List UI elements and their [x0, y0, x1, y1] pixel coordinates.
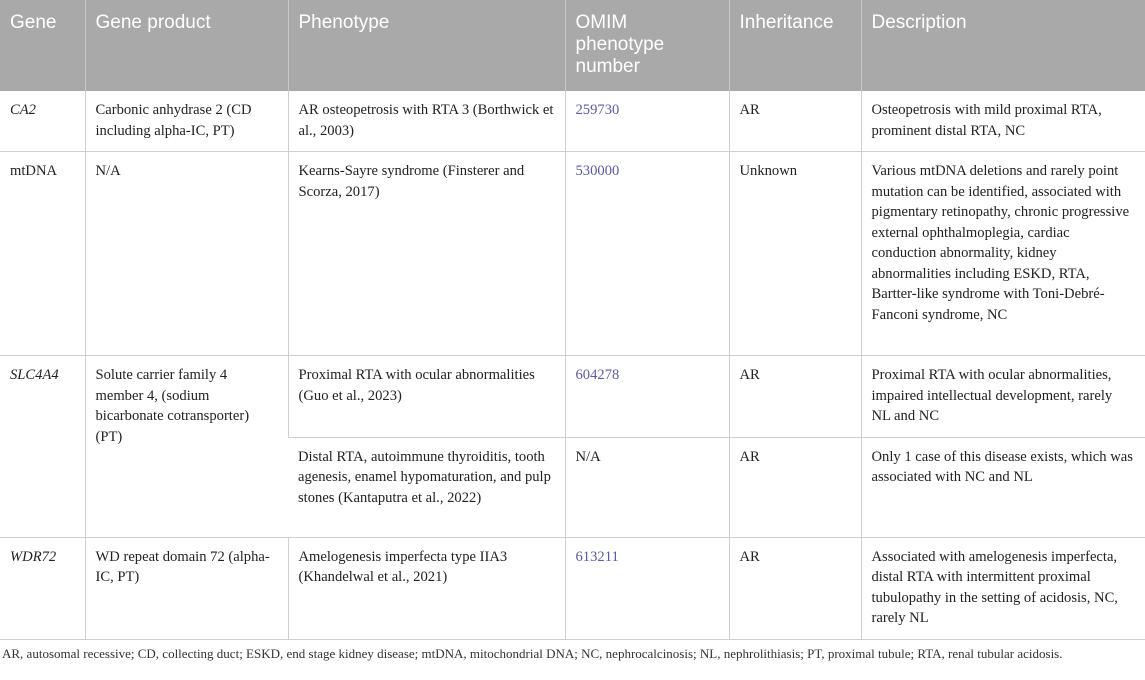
phenotype-cell: Proximal RTA with ocular abnormalities (Guo et al., 2023) [288, 356, 565, 438]
description-cell: Osteopetrosis with mild proximal RTA, prominent distal RTA, NC [861, 91, 1145, 152]
omim-cell [565, 91, 729, 152]
phenotype-cell: Amelogenesis imperfecta type IIA3 (Khandelwal et al., 2021) [288, 537, 565, 639]
omim-link[interactable]: 604278 [575, 367, 620, 383]
omim-link[interactable]: 530000 [575, 163, 620, 179]
gene-cell: CA2 [0, 91, 85, 152]
description-cell: Associated with amelogenesis imperfecta, distal RTA with intermittent proximal tubulopathy in the setting of acidosis, NC, rarely NL [861, 537, 1145, 639]
gene-product-cell: N/A [85, 152, 288, 356]
omim-cell: N/A [565, 437, 729, 537]
gene-product-cell: Carbonic anhydrase 2 (CD including alpha-IC, PT) [85, 91, 288, 152]
omim-link[interactable]: 613211 [575, 548, 619, 565]
omim-cell [565, 152, 729, 356]
inheritance-cell: AR [729, 356, 861, 438]
header-description: Description [861, 0, 1145, 91]
phenotype-cell: Kearns-Sayre syndrome (Finsterer and Scorza, 2017) [288, 152, 565, 356]
gene-cell: SLC4A4 [0, 356, 85, 538]
description-cell: Various mtDNA deletions and rarely point mutation can be identified, associated with pigmentary retinopathy, chronic progressive external ophthalmoplegia, cardiac conduction abnormality, kidney abnormalities including ESKD, RTA, Bartter-like syndrome with Toni-Debré-Fanconi syndrome, NC [861, 152, 1145, 356]
table-header-row [0, 0, 1145, 91]
omim-cell [565, 537, 729, 639]
gene-cell: WDR72 [0, 537, 85, 639]
gene-product-cell: Solute carrier family 4 member 4, (sodium bicarbonate cotransporter) (PT) [85, 356, 288, 538]
phenotype-cell: Distal RTA, autoimmune thyroiditis, tooth agenesis, enamel hypomaturation, and pulp stones (Kantaputra et al., 2022) [288, 437, 565, 537]
table-footnote: AR, autosomal recessive; CD, collecting duct; ESKD, end stage kidney disease; mtDNA, mitochondrial DNA; NC, nephrocalcinosis; NL, nephrolithiasis; PT, proximal tubule; RTA, renal tubular acidosis. [2, 646, 1063, 661]
header-inheritance: Inheritance [729, 0, 861, 91]
table-row [0, 91, 1145, 152]
description-cell: Only 1 case of this disease exists, which was associated with NC and NL [861, 437, 1145, 537]
inheritance-cell: AR [729, 91, 861, 152]
description-cell: Proximal RTA with ocular abnormalities, impaired intellectual development, rarely NL and NC [861, 356, 1145, 438]
inheritance-cell: Unknown [729, 152, 861, 356]
gene-cell: mtDNA [0, 152, 85, 356]
header-gene-product: Gene product [85, 0, 288, 91]
inheritance-cell: AR [729, 437, 861, 537]
table-row [0, 152, 1145, 356]
phenotype-cell: AR osteopetrosis with RTA 3 (Borthwick et al., 2003) [288, 91, 565, 152]
omim-link[interactable]: 259730 [575, 102, 620, 118]
table-row [0, 537, 1145, 639]
header-omim-number: OMIM phenotype number [565, 0, 729, 91]
header-gene: Gene [0, 0, 85, 91]
omim-cell [565, 356, 729, 438]
inheritance-cell: AR [729, 537, 861, 639]
gene-product-cell: WD repeat domain 72 (alpha-IC, PT) [85, 537, 288, 639]
header-phenotype: Phenotype [288, 0, 565, 91]
table-row [0, 356, 1145, 438]
